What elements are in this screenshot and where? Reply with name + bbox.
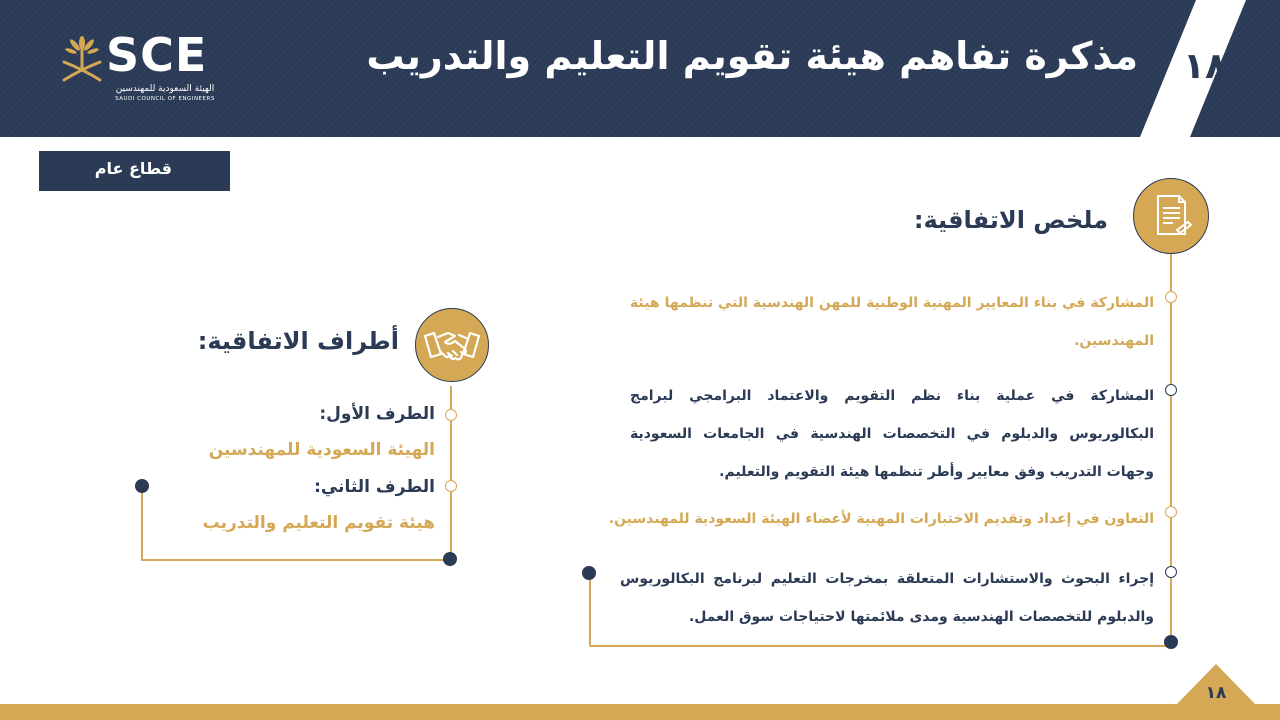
parties-bullet-2 xyxy=(445,480,457,492)
second-party-label: الطرف الثاني: xyxy=(314,477,435,497)
document-signature-icon xyxy=(1133,178,1209,254)
parties-end-dot-right xyxy=(443,552,457,566)
parties-left-line xyxy=(141,487,143,560)
palm-swords-icon xyxy=(60,34,104,84)
header-banner xyxy=(0,0,1280,137)
logo-english-name: SAUDI COUNCIL OF ENGINEERS xyxy=(115,96,215,102)
parties-bullet-1 xyxy=(445,409,457,421)
summary-bottom-line xyxy=(590,645,1170,647)
second-party-value: هيئة تقويم التعليم والتدريب xyxy=(202,513,435,533)
handshake-icon xyxy=(415,308,489,382)
summary-bullet-3 xyxy=(1165,506,1177,518)
first-party-value: الهيئة السعودية للمهندسين xyxy=(208,440,435,460)
summary-bullet-1 xyxy=(1165,291,1177,303)
parties-heading: أطراف الاتفاقية: xyxy=(197,327,399,355)
summary-left-line xyxy=(589,574,591,646)
sector-badge-label: قطاع عام xyxy=(94,159,172,178)
logo-arabic-name: الهيئة السعودية للمهندسين xyxy=(115,84,215,94)
footer-page-number: ١٨ xyxy=(1205,683,1227,703)
summary-end-dot-right xyxy=(1164,635,1178,649)
sector-badge xyxy=(39,151,230,191)
header-page-number: ١٨ xyxy=(1183,46,1227,87)
summary-item-3: التعاون في إعداد وتقديم الاختبارات المهنية لأعضاء الهيئة السعودية للمهندسين. xyxy=(608,511,1154,527)
summary-item-4: إجراء البحوث والاستشارات المتعلقة بمخرجات التعليم لبرنامج البكالوريوس والدبلوم للتخصصات الهندسية ومدى ملائمتها لاحتياجات سوق العمل. xyxy=(620,571,1154,625)
footer-bar xyxy=(0,704,1280,720)
summary-item-1: المشاركة في بناء المعايير المهنية الوطنية للمهن الهندسية التي تنظمها هيئة المهندسين. xyxy=(630,295,1154,349)
parties-bottom-line xyxy=(141,559,451,561)
summary-icon-circle xyxy=(1133,178,1209,254)
first-party-label: الطرف الأول: xyxy=(319,404,435,424)
summary-bullet-4 xyxy=(1165,566,1177,578)
parties-icon-circle xyxy=(415,308,489,382)
parties-end-dot-left xyxy=(135,479,149,493)
summary-end-dot-left xyxy=(582,566,596,580)
summary-item-2: المشاركة في عملية بناء نظم التقويم والاعتماد البرامجي لبرامج البكالوريوس والدبلوم في التخصصات الهندسية في الجامعات السعودية وجهات التدريب وفق معايير وأطر تنظمها هيئة التقويم والتعليم. xyxy=(630,388,1154,480)
logo-text: SCE xyxy=(106,28,208,82)
summary-heading: ملخص الاتفاقية: xyxy=(913,206,1108,234)
summary-bullet-2 xyxy=(1165,384,1177,396)
summary-timeline-line xyxy=(1170,254,1172,642)
sce-logo xyxy=(60,30,230,105)
page-title: مذكرة تفاهم هيئة تقويم التعليم والتدريب xyxy=(366,34,1138,78)
